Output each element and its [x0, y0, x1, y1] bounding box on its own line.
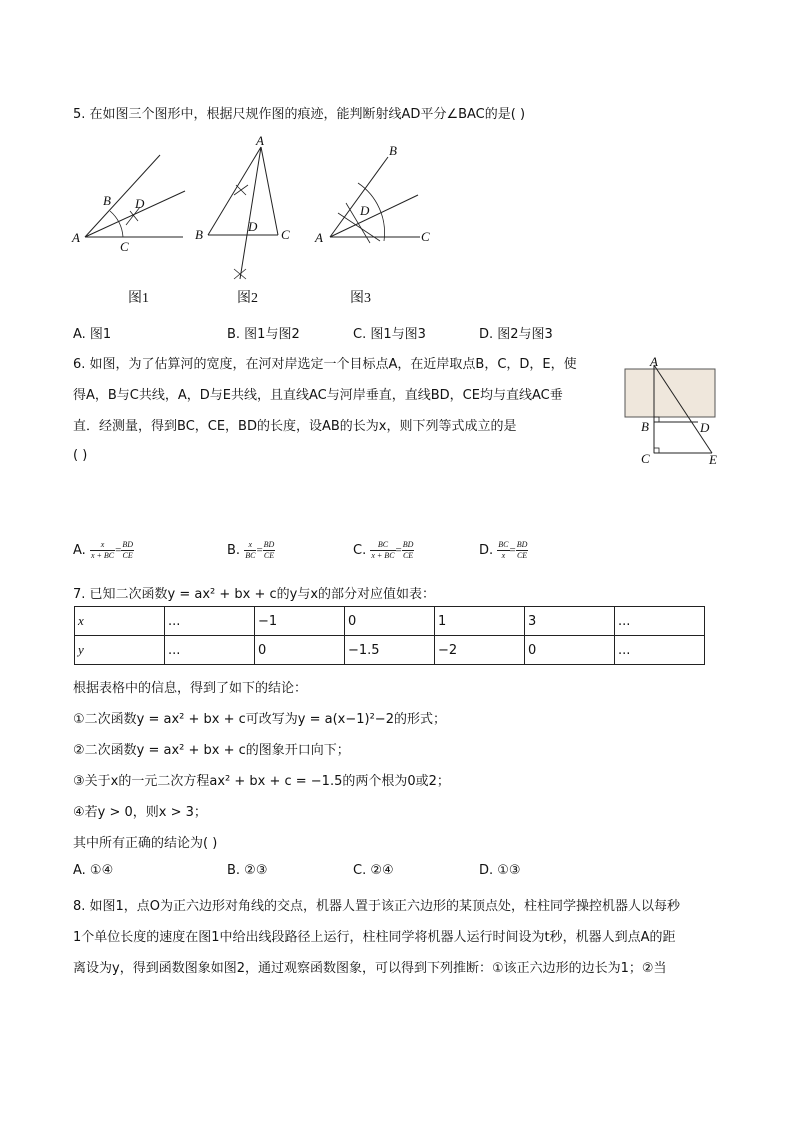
- q5-figure-3: [314, 143, 430, 245]
- river-rect: [625, 369, 715, 417]
- table-cell: −1: [255, 607, 345, 636]
- fig2-caption: 图2: [237, 291, 258, 306]
- fig3-caption: 图3: [350, 291, 371, 306]
- table-cell: 1: [435, 607, 525, 636]
- q6-line-2: 得A，B与C共线，A，D与E共线，且直线AC与河岸垂直，直线BD，CE均与直线AC垂: [73, 388, 563, 403]
- table-row: [75, 636, 705, 665]
- table-cell: 0: [255, 636, 345, 665]
- q6-label-A: A: [650, 355, 658, 369]
- q7-intro: 根据表格中的信息，得到了如下的结论：: [73, 681, 308, 696]
- table-cell: y: [75, 636, 165, 665]
- fig1-label-B: B: [103, 193, 111, 208]
- q5-figures: [68, 133, 448, 293]
- q6-option-b[interactable]: B. $\frac{x}{BC}$ = $\frac{BD}{CE}$: [227, 540, 275, 560]
- q7-option-c[interactable]: C. ②④: [353, 863, 394, 878]
- q7-conclusion-1: ①二次函数y = ax² + bx + c可改写为y = a(x−1)²−2的形式；: [73, 712, 446, 727]
- q7-conclusion-4: ④若y > 0，则x > 3；: [73, 805, 207, 820]
- fig1-label-D: D: [135, 196, 145, 211]
- q6-option-a[interactable]: A. $\frac{x}{x + BC}$ = $\frac{BD}{CE}$: [73, 540, 133, 560]
- q7-conclusion-2: ②二次函数y = ax² + bx + c的图象开口向下；: [73, 743, 350, 758]
- table-cell: x: [75, 607, 165, 636]
- q5-option-d[interactable]: D. 图2与图3: [479, 327, 553, 342]
- fig2-label-D: D: [248, 219, 258, 234]
- q5-option-c[interactable]: C. 图1与图3: [353, 327, 426, 342]
- q7-conclusion-3: ③关于x的一元二次方程ax² + bx + c = −1.5的两个根为0或2；: [73, 774, 450, 789]
- q6-line-3: 直．经测量，得到BC，CE，BD的长度，设AB的长为x，则下列等式成立的是: [73, 419, 517, 434]
- q5-figure-2: [195, 133, 290, 279]
- table-row: [75, 607, 705, 636]
- fig2-label-B: B: [195, 227, 203, 242]
- fig1-label-A: A: [72, 230, 80, 245]
- q7-value-table: [74, 606, 705, 665]
- q5-option-b[interactable]: B. 图1与图2: [227, 327, 300, 342]
- q5-option-a[interactable]: A. 图1: [73, 327, 112, 342]
- q6-label-B: B: [641, 419, 649, 434]
- q6-river-figure: [620, 355, 730, 470]
- table-cell: ...: [165, 607, 255, 636]
- fig3-label-A: A: [315, 230, 323, 245]
- q6-line-1: 6. 如图，为了估算河的宽度，在河对岸选定一个目标点A，在近岸取点B，C，D，E，使: [73, 357, 577, 372]
- q8-line-2: 1个单位长度的速度在图1中给出线段路径上运行，柱柱同学将机器人运行时间设为t秒，机器人到点A的距: [73, 930, 676, 945]
- table-cell: 0: [525, 636, 615, 665]
- q7-question: 其中所有正确的结论为( ): [73, 836, 218, 851]
- table-cell: 3: [525, 607, 615, 636]
- q7-option-b[interactable]: B. ②③: [227, 863, 268, 878]
- q7-stem: 7. 已知二次函数y = ax² + bx + c的y与x的部分对应值如表：: [73, 587, 436, 602]
- fig1-label-C: C: [120, 239, 129, 254]
- q6-option-c[interactable]: C. $\frac{BC}{x + BC}$ = $\frac{BD}{CE}$: [353, 540, 414, 560]
- q6-label-D: D: [700, 420, 710, 435]
- table-cell: ...: [165, 636, 255, 665]
- fig2-label-C: C: [281, 227, 290, 242]
- q8-line-3: 离设为y，得到函数图象如图2，通过观察函数图象，可以得到下列推断：①该正六边形的边长为1；②当: [73, 961, 667, 976]
- q6-option-d[interactable]: D. $\frac{BC}{x}$ = $\frac{BD}{CE}$: [479, 540, 528, 560]
- q8-line-1: 8. 如图1，点O为正六边形对角线的交点，机器人置于该正六边形的某顶点处，柱柱同学操控机器人以每秒: [73, 899, 681, 914]
- q6-label-E: E: [709, 452, 717, 467]
- table-cell: 0: [345, 607, 435, 636]
- fig2-label-A: A: [256, 133, 264, 148]
- q7-option-d[interactable]: D. ①③: [479, 863, 521, 878]
- q6-line-4: ( ): [73, 448, 88, 463]
- fig1-caption: 图1: [128, 291, 149, 306]
- q5-figure-1: [71, 155, 185, 254]
- fig3-label-C: C: [421, 229, 430, 244]
- q6-label-C: C: [641, 451, 650, 466]
- table-cell: ...: [615, 636, 705, 665]
- table-cell: −2: [435, 636, 525, 665]
- q7-option-a[interactable]: A. ①④: [73, 863, 114, 878]
- q5-stem: 5. 在如图三个图形中，根据尺规作图的痕迹，能判断射线AD平分∠BAC的是( ): [73, 107, 526, 122]
- table-cell: −1.5: [345, 636, 435, 665]
- fig3-label-B: B: [389, 143, 397, 158]
- fig3-label-D: D: [360, 203, 370, 218]
- table-cell: ...: [615, 607, 705, 636]
